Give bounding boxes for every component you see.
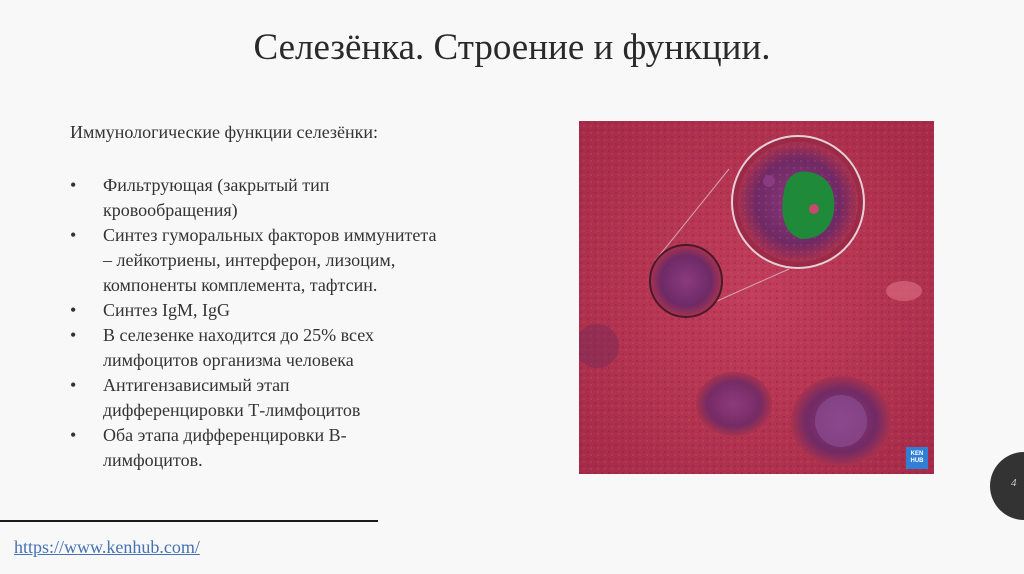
list-item: • Синтез гуморальных факторов иммунитета – лейкотриены, интерферон, лизоцим, компоненты комплемента, тафтсин.: [70, 225, 437, 295]
list-item: • Оба этапа дифференцировки В- лимфоцитов.: [70, 425, 347, 470]
source-link[interactable]: https://www.kenhub.com/: [14, 537, 200, 557]
list-item: • Синтез IgM, IgG: [70, 298, 510, 323]
list-item: • Антигензависимый этап дифференцировки Т-лимфоцитов: [70, 375, 361, 420]
slide-title: Селезёнка. Строение и функции.: [253, 27, 771, 68]
page-number-circle: [990, 452, 1024, 520]
intro-heading: Иммунологические функции селезёнки:: [70, 122, 379, 142]
bullet-marker: •: [70, 375, 77, 395]
list-item: • В селезенке находится до 25% всех лимфоцитов организма человека: [70, 325, 374, 370]
divider-line: [0, 520, 378, 522]
function-list: [70, 173, 510, 473]
bullet-marker: •: [70, 225, 77, 245]
bullet-marker: •: [70, 300, 77, 320]
spleen-histology-image: [579, 121, 934, 474]
kenhub-logo: KEN HUB: [906, 447, 928, 469]
page-number: 4: [1011, 477, 1017, 489]
histology-illustration: [579, 121, 934, 474]
list-item: • Фильтрующая (закрытый тип кровообращения): [70, 175, 330, 220]
bullet-marker: •: [70, 175, 77, 195]
bullet-marker: •: [70, 425, 77, 445]
bullet-marker: •: [70, 325, 77, 345]
